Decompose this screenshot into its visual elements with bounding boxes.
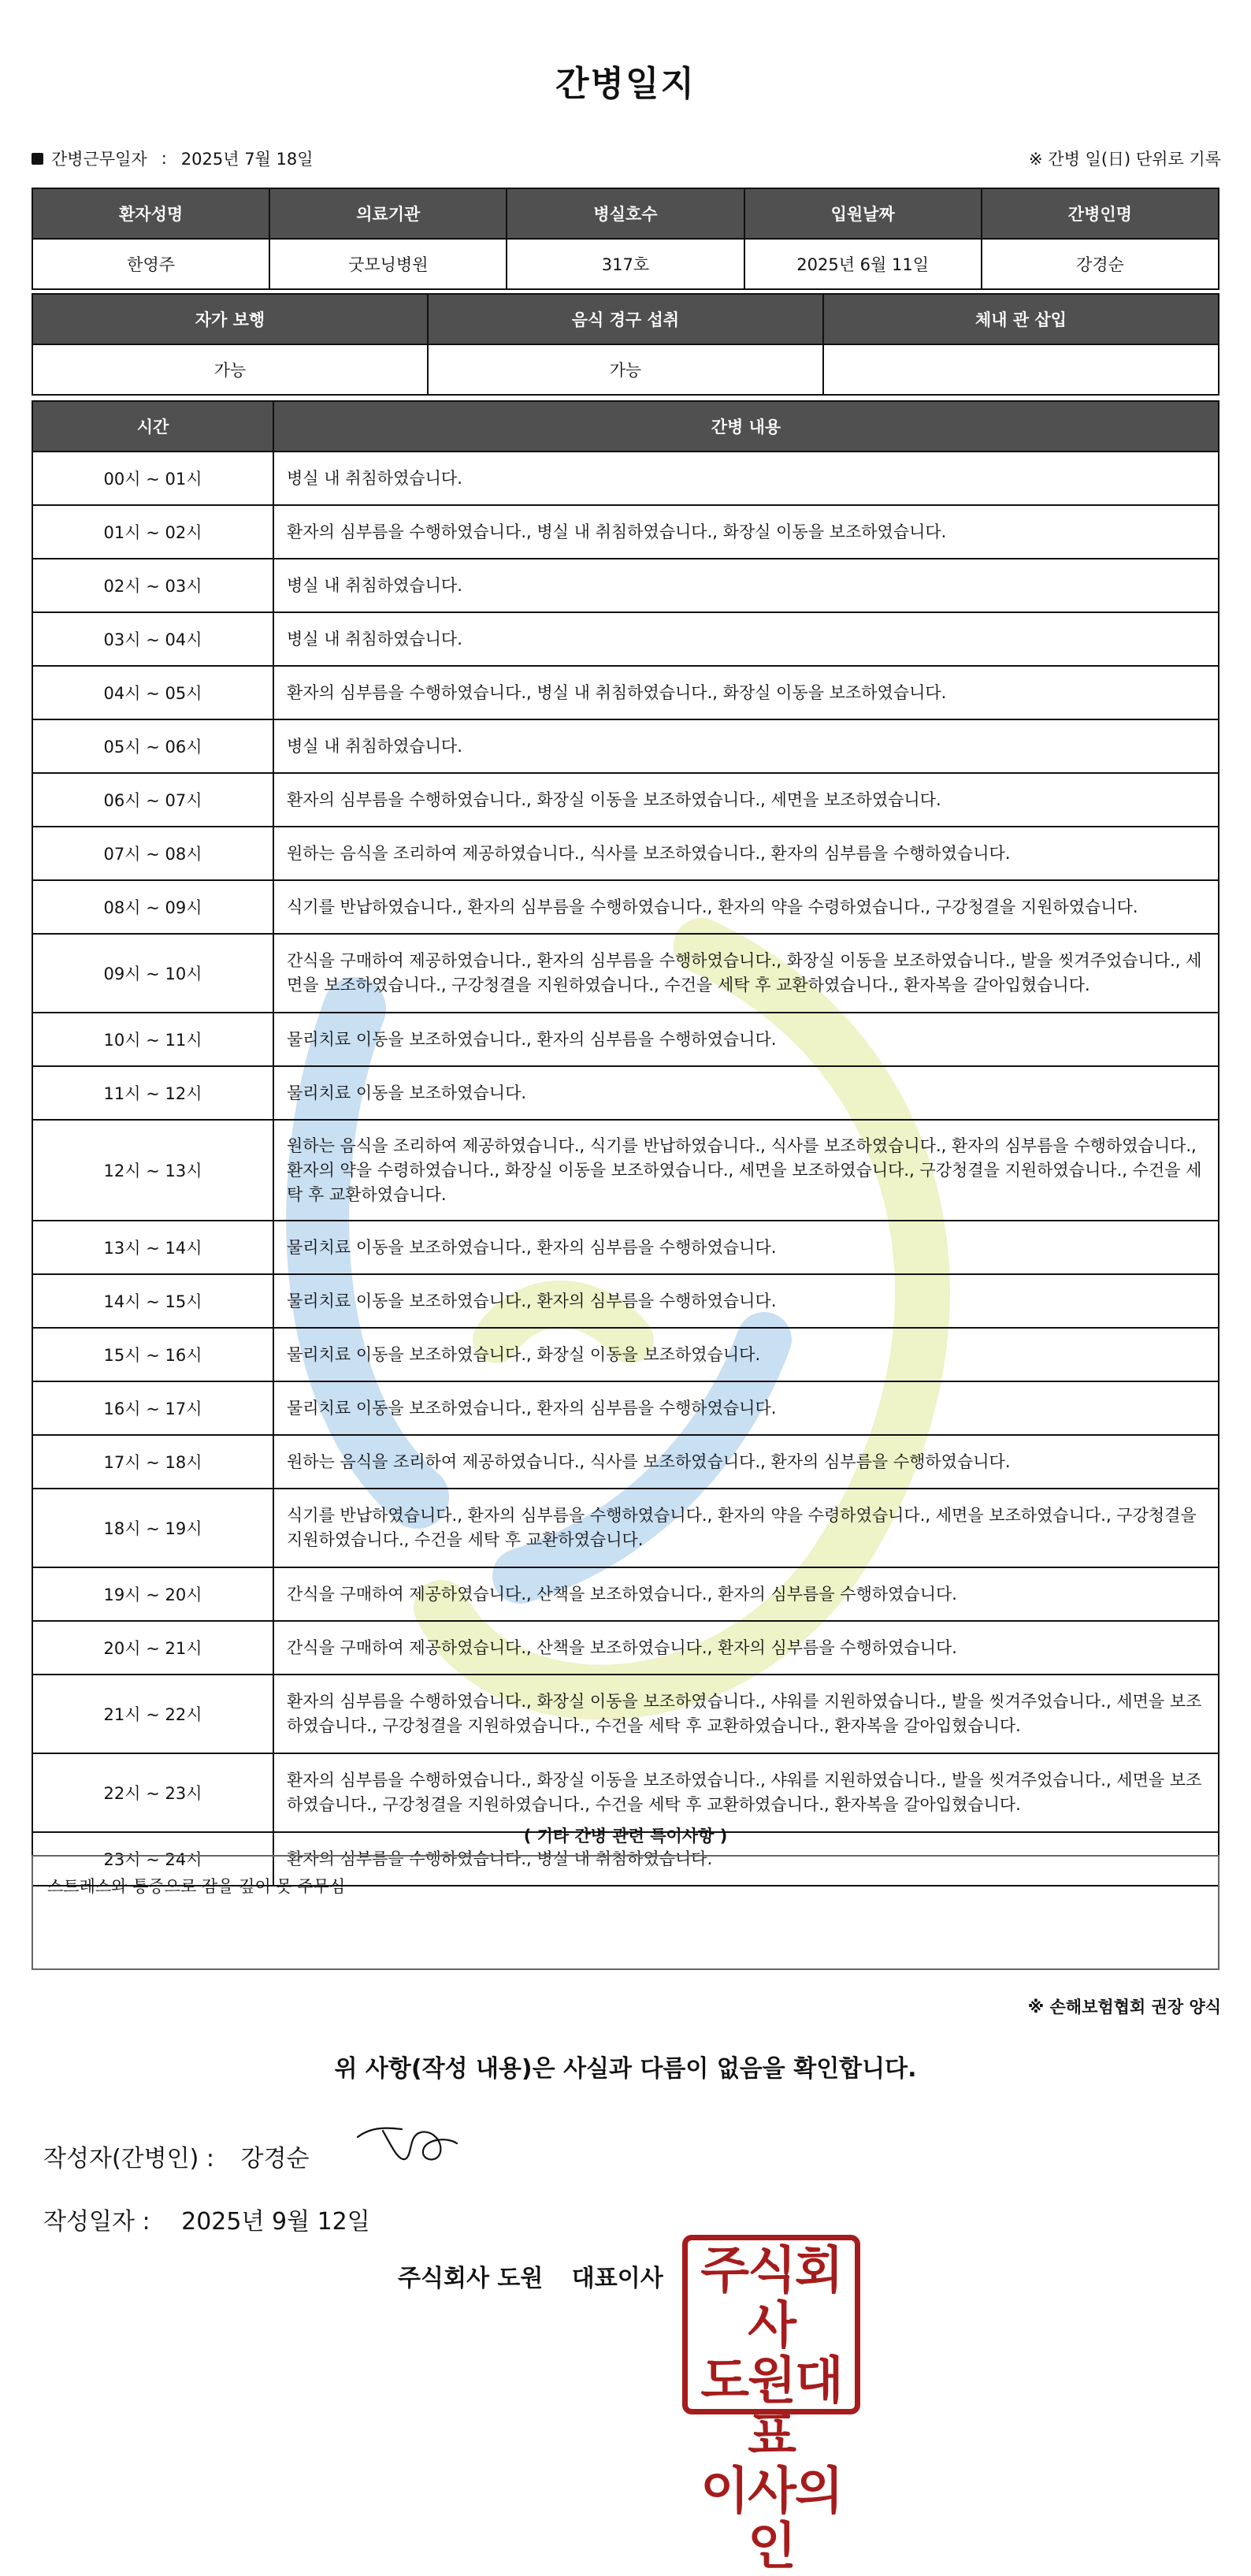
log-time: 01시 ~ 02시 — [32, 505, 273, 559]
patient-name: 한영주 — [32, 239, 269, 289]
log-row — [32, 1567, 1219, 1621]
unit-note: ※ 간병 일(日) 단위로 기록 — [1029, 150, 1221, 169]
log-row — [32, 1489, 1219, 1567]
care-log-table — [32, 400, 1219, 1886]
log-row — [32, 719, 1219, 773]
company-signature — [398, 2258, 663, 2293]
header-room: 병실호수 — [507, 188, 744, 239]
tube-insertion-value — [823, 344, 1219, 395]
bullet-square-icon — [32, 153, 43, 165]
writer-line — [43, 2139, 309, 2173]
log-row — [32, 1120, 1219, 1221]
work-date — [32, 147, 314, 170]
caregiver-name: 강경순 — [982, 239, 1219, 289]
notes-text: 스트레스와 통증으로 잠을 깊이 못 주무심 — [47, 1877, 346, 1896]
self-walking-value: 가능 — [32, 344, 428, 395]
log-time: 11시 ~ 12시 — [32, 1066, 273, 1120]
log-time: 12시 ~ 13시 — [32, 1120, 273, 1221]
company-name: 주식회사 도원 — [398, 2265, 544, 2292]
recommend-note: ※ 손해보험협회 권장 양식 — [1027, 1998, 1221, 2017]
oral-intake-value: 가능 — [428, 344, 823, 395]
log-content: 물리치료 이동을 보조하였습니다., 환자의 심부름을 수행하였습니다. — [273, 1221, 1219, 1274]
log-row — [32, 666, 1219, 719]
log-row — [32, 1435, 1219, 1489]
log-time: 16시 ~ 17시 — [32, 1381, 273, 1435]
log-content: 간식을 구매하여 제공하였습니다., 산책을 보조하였습니다., 환자의 심부름을 수행하였습니다. — [273, 1567, 1219, 1621]
seal-line: 이사의인 — [700, 2463, 842, 2576]
notes-box — [32, 1855, 1219, 1970]
log-row — [32, 559, 1219, 612]
log-content: 물리치료 이동을 보조하였습니다., 환자의 심부름을 수행하였습니다. — [273, 1013, 1219, 1066]
log-row — [32, 1328, 1219, 1381]
log-time: 02시 ~ 03시 — [32, 559, 273, 612]
log-row — [32, 880, 1219, 934]
room-number: 317호 — [507, 239, 744, 289]
log-row — [32, 827, 1219, 880]
written-date-value: 2025년 9월 12일 — [181, 2208, 370, 2236]
log-content: 물리치료 이동을 보조하였습니다., 환자의 심부름을 수행하였습니다. — [273, 1274, 1219, 1328]
log-time: 19시 ~ 20시 — [32, 1567, 273, 1621]
log-time: 13시 ~ 14시 — [32, 1221, 273, 1274]
header-time: 시간 — [32, 401, 273, 452]
log-row — [32, 1675, 1219, 1753]
header-care-content: 간병 내용 — [273, 401, 1219, 452]
log-row — [32, 612, 1219, 666]
log-time: 15시 ~ 16시 — [32, 1328, 273, 1381]
log-content: 환자의 심부름을 수행하였습니다., 병실 내 취침하였습니다. — [273, 1832, 1219, 1886]
header-admission-date: 입원날짜 — [744, 188, 982, 239]
header-hospital: 의료기관 — [269, 188, 507, 239]
log-time: 21시 ~ 22시 — [32, 1675, 273, 1753]
log-row — [32, 1753, 1219, 1832]
log-time: 14시 ~ 15시 — [32, 1274, 273, 1328]
written-date-line — [43, 2202, 370, 2236]
work-date-separator: : — [161, 149, 167, 168]
header-caregiver: 간병인명 — [982, 188, 1219, 239]
hospital-name: 굿모닝병원 — [269, 239, 507, 289]
log-time: 22시 ~ 23시 — [32, 1753, 273, 1832]
header-oral-intake: 음식 경구 섭취 — [428, 294, 823, 344]
log-time: 10시 ~ 11시 — [32, 1013, 273, 1066]
log-time: 03시 ~ 04시 — [32, 612, 273, 666]
log-content: 환자의 심부름을 수행하였습니다., 화장실 이동을 보조하였습니다., 샤워를 지원하였습니다., 발을 씻겨주었습니다., 세면을 보조하였습니다., 구강청결을 지원하였습니다., 수건을 세탁 후 교환하였습니다., 환자복을 갈아입혔습니다. — [273, 1675, 1219, 1753]
admission-date: 2025년 6월 11일 — [744, 239, 982, 289]
header-patient-name: 환자성명 — [32, 188, 269, 239]
writer-name: 강경순 — [240, 2145, 310, 2173]
log-row — [32, 1221, 1219, 1274]
log-content: 환자의 심부름을 수행하였습니다., 화장실 이동을 보조하였습니다., 세면을 보조하였습니다. — [273, 773, 1219, 827]
log-content: 물리치료 이동을 보조하였습니다. — [273, 1066, 1219, 1120]
seal-line: 도원대표 — [700, 2352, 842, 2466]
company-seal — [682, 2235, 860, 2576]
log-row — [32, 1274, 1219, 1328]
log-time: 08시 ~ 09시 — [32, 880, 273, 934]
confirmation-statement: 위 사항(작성 내용)은 사실과 다름이 없음을 확인합니다. — [334, 2055, 917, 2083]
log-row — [32, 773, 1219, 827]
log-content: 병실 내 취침하였습니다. — [273, 612, 1219, 666]
log-row — [32, 1381, 1219, 1435]
log-time: 23시 ~ 24시 — [32, 1832, 273, 1886]
seal-line: 주식회사 — [700, 2242, 842, 2355]
log-content: 간식을 구매하여 제공하였습니다., 환자의 심부름을 수행하였습니다., 화장실 이동을 보조하였습니다., 발을 씻겨주었습니다., 세면을 보조하였습니다., 구강청결을 지원하였습니다., 수건을 세탁 후 교환하였습니다., 환자복을 갈아입혔습니다. — [273, 934, 1219, 1013]
log-row — [32, 934, 1219, 1013]
header-self-walking: 자가 보행 — [32, 294, 428, 344]
log-content: 물리치료 이동을 보조하였습니다., 화장실 이동을 보조하였습니다. — [273, 1328, 1219, 1381]
log-content: 원하는 음식을 조리하여 제공하였습니다., 식사를 보조하였습니다., 환자의 심부름을 수행하였습니다. — [273, 827, 1219, 880]
writer-label: 작성자(간병인) : — [43, 2145, 214, 2173]
log-content: 병실 내 취침하였습니다. — [273, 719, 1219, 773]
log-content: 환자의 심부름을 수행하였습니다., 병실 내 취침하였습니다., 화장실 이동을 보조하였습니다. — [273, 666, 1219, 719]
patient-info-table — [32, 188, 1219, 290]
log-content: 물리치료 이동을 보조하였습니다., 환자의 심부름을 수행하였습니다. — [273, 1381, 1219, 1435]
header-tube-insertion: 체내 관 삽입 — [823, 294, 1219, 344]
log-time: 04시 ~ 05시 — [32, 666, 273, 719]
log-content: 병실 내 취침하였습니다. — [273, 452, 1219, 505]
log-time: 09시 ~ 10시 — [32, 934, 273, 1013]
log-content: 식기를 반납하였습니다., 환자의 심부름을 수행하였습니다., 환자의 약을 수령하였습니다., 세면을 보조하였습니다., 구강청결을 지원하였습니다., 수건을 세탁 후 교환하였습니다. — [273, 1489, 1219, 1567]
log-time: 07시 ~ 08시 — [32, 827, 273, 880]
log-time: 20시 ~ 21시 — [32, 1621, 273, 1675]
signature-image — [356, 2120, 458, 2169]
written-date-label: 작성일자 : — [43, 2208, 150, 2236]
log-content: 원하는 음식을 조리하여 제공하였습니다., 식사를 보조하였습니다., 환자의 심부름을 수행하였습니다. — [273, 1435, 1219, 1489]
log-content: 환자의 심부름을 수행하였습니다., 병실 내 취침하였습니다., 화장실 이동을 보조하였습니다. — [273, 505, 1219, 559]
log-row — [32, 505, 1219, 559]
log-content: 간식을 구매하여 제공하였습니다., 산책을 보조하였습니다., 환자의 심부름을 수행하였습니다. — [273, 1621, 1219, 1675]
log-time: 18시 ~ 19시 — [32, 1489, 273, 1567]
log-time: 00시 ~ 01시 — [32, 452, 273, 505]
notes-heading: ( 기타 간병 관련 특이사항 ) — [523, 1827, 728, 1846]
company-title: 대표이사 — [571, 2265, 663, 2292]
log-time: 17시 ~ 18시 — [32, 1435, 273, 1489]
document-title: 간병일지 — [555, 64, 696, 104]
log-content: 병실 내 취침하였습니다. — [273, 559, 1219, 612]
log-row — [32, 452, 1219, 505]
log-content: 환자의 심부름을 수행하였습니다., 화장실 이동을 보조하였습니다., 샤워를 지원하였습니다., 발을 씻겨주었습니다., 세면을 보조하였습니다., 구강청결을 지원하였습니다., 수건을 세탁 후 교환하였습니다., 환자복을 갈아입혔습니다. — [273, 1753, 1219, 1832]
log-row — [32, 1621, 1219, 1675]
log-row — [32, 1013, 1219, 1066]
work-date-value: 2025년 7월 18일 — [180, 150, 314, 169]
log-time: 06시 ~ 07시 — [32, 773, 273, 827]
log-row — [32, 1066, 1219, 1120]
log-time: 05시 ~ 06시 — [32, 719, 273, 773]
work-date-label: 간병근무일자 — [51, 150, 147, 169]
status-info-table — [32, 293, 1219, 396]
log-content: 원하는 음식을 조리하여 제공하였습니다., 식기를 반납하였습니다., 식사를 보조하였습니다., 환자의 심부름을 수행하였습니다., 환자의 약을 수령하였습니다., 화장실 이동을 보조하였습니다., 세면을 보조하였습니다., 구강청결을 지원하였습니다., 수건을 세탁 후 교환하였습니다. — [273, 1120, 1219, 1221]
log-content: 식기를 반납하였습니다., 환자의 심부름을 수행하였습니다., 환자의 약을 수령하였습니다., 구강청결을 지원하였습니다. — [273, 880, 1219, 934]
